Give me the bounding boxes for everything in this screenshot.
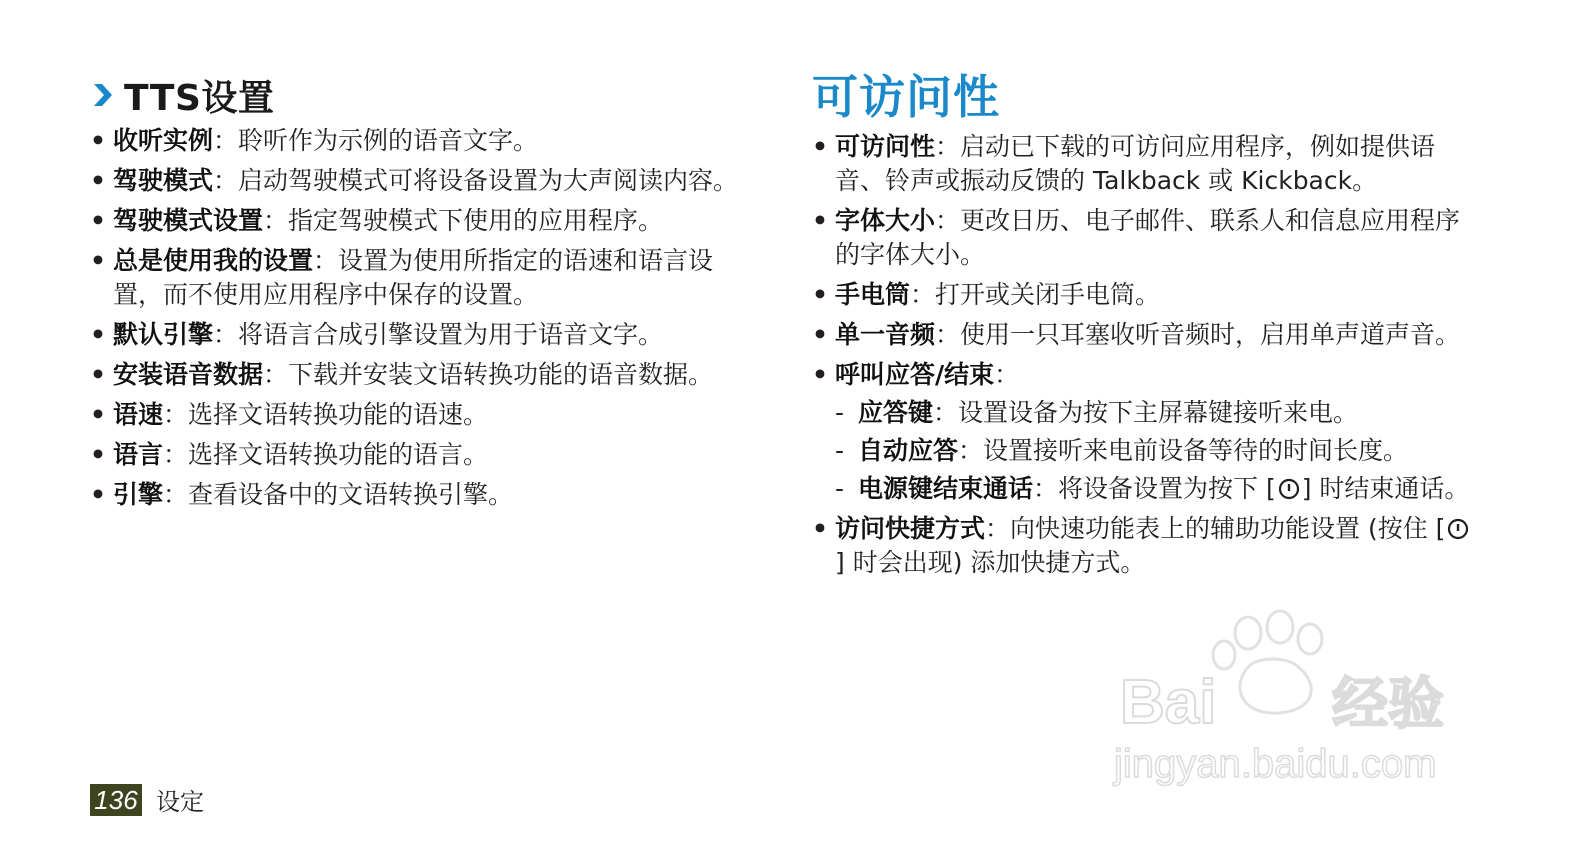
list-item: • 驾驶模式：启动驾驶模式可将设备设置为大声阅读内容。 — [90, 166, 739, 195]
item-term: 手电筒 — [835, 280, 911, 309]
list-item: • 语言：选择文语转换功能的语言。 — [90, 440, 489, 469]
list-item: • 语速：选择文语转换功能的语速。 — [90, 400, 489, 429]
item-description: 聆听作为示例的语音文字。 — [238, 126, 539, 155]
svg-text:经验: 经验 — [1332, 672, 1444, 737]
item-term: 可访问性 — [835, 132, 936, 161]
item-term: 驾驶模式 — [113, 166, 214, 195]
item-term: 安装语音数据 — [113, 360, 264, 389]
list-item: • 驾驶模式设置：指定驾驶模式下使用的应用程序。 — [90, 206, 664, 235]
item-term: 单一音频 — [835, 320, 936, 349]
list-item: • 引擎：查看设备中的文语转换引擎。 — [90, 480, 514, 509]
item-description: 设置接听来电前设备等待的时间长度。 — [983, 436, 1409, 465]
list-item: • 字体大小：更改日历、电子邮件、联系人和信息应用程序的字体大小。 — [812, 206, 1461, 269]
power-icon — [1446, 517, 1470, 541]
item-description: 更改日历、电子邮件、联系人和信息应用程序的字体大小。 — [835, 206, 1461, 269]
accessibility-heading: 可访问性 — [812, 70, 1000, 124]
svg-text:jingyan.baidu.com: jingyan.baidu.com — [1114, 742, 1437, 786]
item-description: 查看设备中的文语转换引擎。 — [188, 480, 514, 509]
item-term: 电源键结束通话 — [858, 474, 1034, 503]
tts-settings-list — [90, 124, 750, 512]
item-description: 指定驾驶模式下使用的应用程序。 — [288, 206, 664, 235]
item-term: 收听实例 — [113, 126, 214, 155]
item-description: 打开或关闭手电筒。 — [935, 280, 1161, 309]
list-item: • 手电筒：打开或关闭手电筒。 — [812, 280, 1161, 309]
call-answer-sublist — [835, 396, 1472, 506]
item-description: 启动驾驶模式可将设备设置为大声阅读内容。 — [238, 166, 739, 195]
list-item: • 默认引擎：将语言合成引擎设置为用于语音文字。 — [90, 320, 664, 349]
item-description: 启动已下载的可访问应用程序，例如提供语音、铃声或振动反馈的 Talkback 或 Kickback。 — [835, 132, 1436, 195]
page-number: 136 — [90, 784, 142, 816]
item-term: 驾驶模式设置 — [113, 206, 264, 235]
sub-list-item: - 电源键结束通话：将设备设置为按下 [ ] 时结束通话。 — [835, 474, 1470, 503]
item-term: 字体大小 — [835, 206, 936, 235]
power-icon — [1277, 477, 1301, 501]
list-item: • 总是使用我的设置：设置为使用所指定的语速和语言设置，而不使用应用程序中保存的设置。 — [90, 246, 714, 309]
svg-text:Bai: Bai — [1120, 668, 1217, 737]
item-term: 呼叫应答/结束 — [835, 360, 995, 389]
sub-list-item: - 应答键：设置设备为按下主屏幕键接听来电。 — [835, 398, 1359, 427]
right-column — [812, 68, 1472, 586]
left-column — [90, 70, 750, 518]
item-term: 总是使用我的设置 — [113, 246, 314, 275]
list-item: • 安装语音数据：下载并安装文语转换功能的语音数据。 — [90, 360, 714, 389]
item-description: 选择文语转换功能的语速。 — [188, 400, 489, 429]
item-description: 使用一只耳塞收听音频时，启用单声道声音。 — [960, 320, 1461, 349]
footer-section-label: 设定 — [156, 788, 204, 816]
item-description: 下载并安装文语转换功能的语音数据。 — [288, 360, 714, 389]
tts-section-heading — [90, 70, 750, 120]
item-description: 将语言合成引擎设置为用于语音文字。 — [238, 320, 664, 349]
page-footer — [90, 782, 204, 817]
item-term: 自动应答 — [858, 436, 959, 465]
list-item: • 呼叫应答/结束： - 应答键：设置设备为按下主屏幕键接听来电。 - 自动应答：设置接听来电前设备等待的时间长度。 - 电源键结束通话：将设备设置为按下 [ ] 时结束通话。 — [812, 358, 1472, 506]
item-term: 语速 — [113, 400, 164, 429]
item-description: 选择文语转换功能的语言。 — [188, 440, 489, 469]
list-item: • 收听实例：聆听作为示例的语音文字。 — [90, 126, 539, 155]
item-term: 默认引擎 — [113, 320, 214, 349]
baidu-jingyan-watermark — [1100, 605, 1480, 795]
item-term: 语言 — [113, 440, 164, 469]
item-term: 访问快捷方式 — [835, 514, 986, 543]
sub-list-item: - 自动应答：设置接听来电前设备等待的时间长度。 — [835, 436, 1409, 465]
list-item: • 访问快捷方式：向快速功能表上的辅助功能设置 (按住 [] 时会出现) 添加快捷方式。 — [812, 512, 1472, 580]
accessibility-list — [812, 130, 1472, 580]
section-title: TTS设置 — [124, 77, 275, 119]
item-term: 引擎 — [113, 480, 164, 509]
item-term: 应答键 — [858, 398, 934, 427]
item-description: 设置设备为按下主屏幕键接听来电。 — [958, 398, 1359, 427]
item-description: 设置为使用所指定的语速和语言设置，而不使用应用程序中保存的设置。 — [113, 246, 714, 309]
chevron-right-icon — [90, 77, 124, 113]
list-item: • 可访问性：启动已下载的可访问应用程序，例如提供语音、铃声或振动反馈的 Talkback 或 Kickback。 — [812, 132, 1436, 195]
list-item: • 单一音频：使用一只耳塞收听音频时，启用单声道声音。 — [812, 320, 1461, 349]
